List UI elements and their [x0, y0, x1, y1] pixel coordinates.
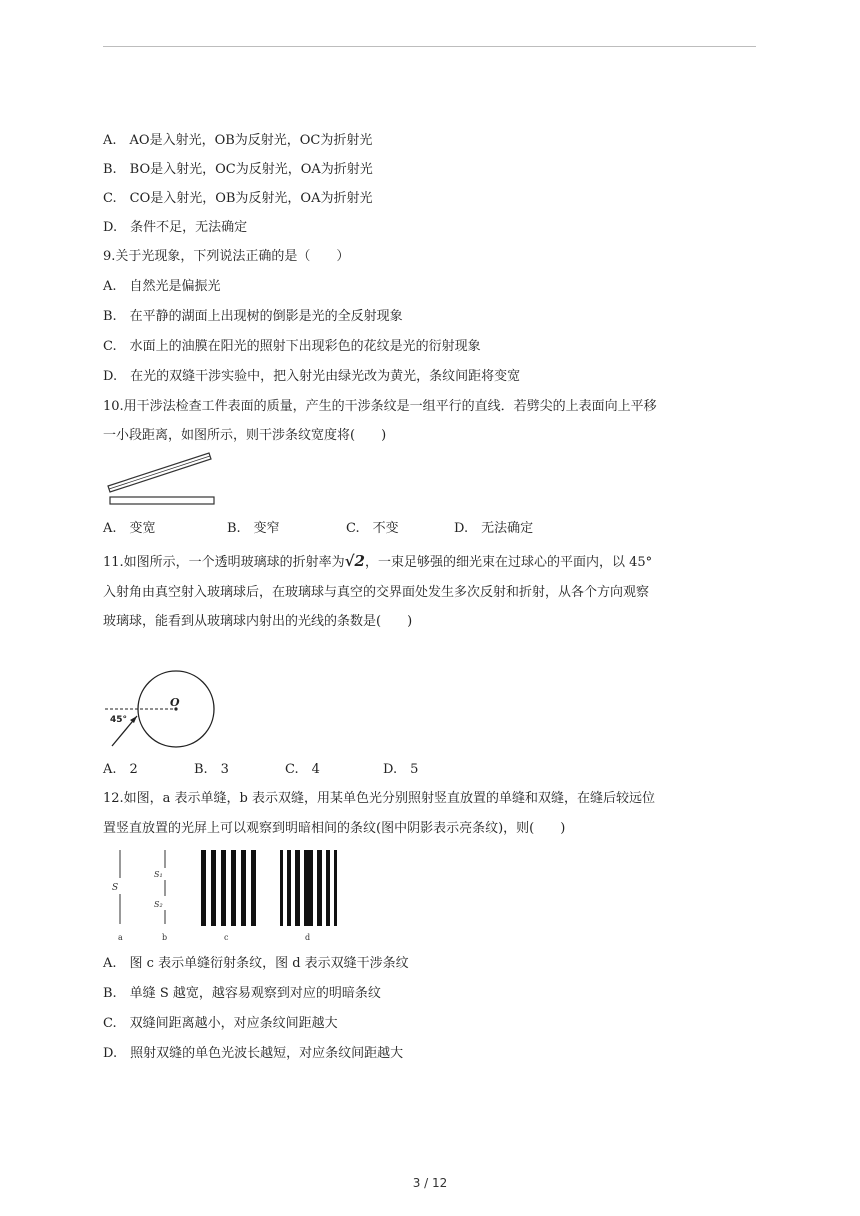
q11-option-c: C. 4: [285, 762, 320, 777]
q8-option-a: A. AO是入射光，OB为反射光，OC为折射光: [103, 133, 373, 148]
fringe-pattern-d: [280, 850, 337, 926]
q9-option-a: A. 自然光是偏振光: [103, 279, 221, 294]
q10-option-c: C. 不变: [346, 521, 399, 536]
q11-option-b: B. 3: [194, 762, 229, 777]
q9-stem: 9.关于光现象，下列说法正确的是（ ）: [103, 249, 350, 264]
q10-stem-line2: 一小段距离，如图所示，则干涉条纹宽度将( ): [103, 428, 387, 443]
sqrt-two-symbol: √2: [344, 552, 365, 570]
s-label: S: [112, 883, 119, 893]
label-c: c: [224, 933, 229, 942]
q8-option-c: C. CO是入射光，OB为反射光，OA为折射光: [103, 191, 373, 206]
q12-option-d: D. 照射双缝的单色光波长越短，对应条纹间距越大: [103, 1046, 404, 1061]
label-a: a: [118, 933, 123, 942]
q10-option-a: A. 变宽: [103, 521, 156, 536]
q12-option-b: B. 单缝 S 越宽，越容易观察到对应的明暗条纹: [103, 986, 381, 1001]
angle-label: 45°: [110, 715, 128, 725]
q8-option-b: B. BO是入射光，OC为反射光，OA为折射光: [103, 162, 373, 177]
q11-option-a: A. 2: [103, 762, 138, 777]
lower-plate: [110, 497, 214, 504]
fringe-pattern-c: [201, 850, 256, 926]
page-number: 3 / 12: [412, 1176, 448, 1190]
q11-option-d: D. 5: [383, 762, 419, 777]
q11-stem-part2: ，一束足够强的细光束在过球心的平面内，以 45°: [364, 555, 653, 570]
q9-option-d: D. 在光的双缝干涉实验中，把入射光由绿光改为黄光，条纹间距将变宽: [103, 369, 521, 384]
slit-fringe-figure: [103, 846, 343, 946]
header-rule: [103, 46, 756, 47]
q11-stem-line2: 入射角由真空射入玻璃球后，在玻璃球与真空的交界面处发生多次反射和折射，从各个方向观察: [103, 585, 650, 600]
wedge-figure: [103, 450, 223, 512]
q10-option-b: B. 变窄: [227, 521, 280, 536]
q9-option-b: B. 在平静的湖面上出现树的倒影是光的全反射现象: [103, 309, 403, 324]
q11-stem-line3: 玻璃球，能看到从玻璃球内射出的光线的条数是( ): [103, 614, 413, 629]
q11-stem-line1: [103, 552, 652, 572]
q10-option-d: D. 无法确定: [454, 521, 534, 536]
q12-stem-line2: 置竖直放置的光屏上可以观察到明暗相间的条纹(图中阴影表示亮条纹)，则( ): [103, 821, 566, 836]
label-b: b: [162, 933, 168, 942]
center-label: O: [170, 696, 180, 709]
q8-option-d: D. 条件不足，无法确定: [103, 220, 248, 235]
s2-label: S₂: [154, 900, 163, 909]
q12-option-a: A. 图 c 表示单缝衍射条纹，图 d 表示双缝干涉条纹: [103, 956, 409, 971]
glass-sphere-figure: [103, 664, 223, 756]
s1-label: S₁: [154, 870, 163, 879]
q10-stem-line1: 10.用干涉法检查工件表面的质量，产生的干涉条纹是一组平行的直线．若劈尖的上表面向上平移: [103, 399, 657, 414]
q12-stem-line1: 12.如图，a 表示单缝，b 表示双缝，用某单色光分别照射竖直放置的单缝和双缝，在缝后较远位: [103, 791, 656, 806]
q11-stem-part1: 11.如图所示，一个透明玻璃球的折射率为: [103, 555, 345, 570]
q12-option-c: C. 双缝间距离越小，对应条纹间距越大: [103, 1016, 338, 1031]
label-d: d: [305, 933, 311, 942]
q9-option-c: C. 水面上的油膜在阳光的照射下出现彩色的花纹是光的衍射现象: [103, 339, 481, 354]
